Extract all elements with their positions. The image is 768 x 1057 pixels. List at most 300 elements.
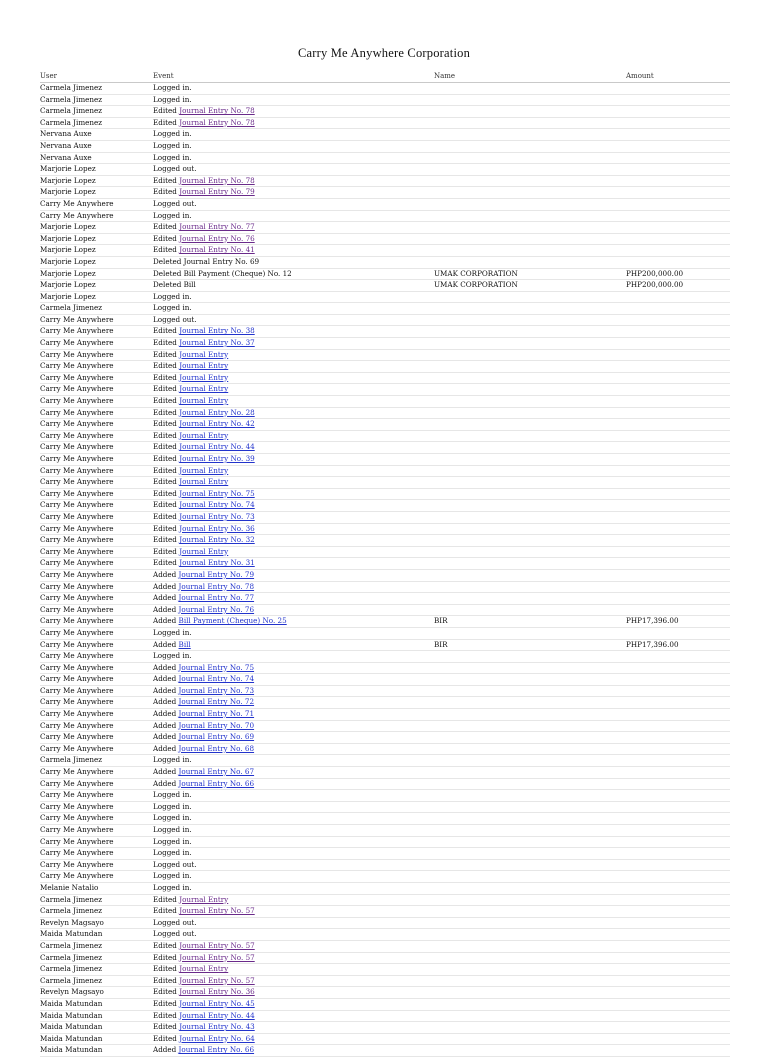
row-event-action: Logged in. (153, 825, 192, 834)
row-event-action: Added (153, 778, 179, 788)
table-row (40, 373, 730, 385)
row-event-link[interactable]: Journal Entry No. 73 (179, 511, 255, 521)
row-event-link[interactable]: Bill (178, 639, 191, 649)
row-event (153, 1034, 255, 1045)
row-event-action: Logged out. (153, 314, 197, 324)
row-event (153, 918, 197, 929)
row-user: Carry Me Anywhere (40, 442, 114, 452)
row-user: Marjorie Lopez (40, 268, 96, 278)
table-row (40, 674, 730, 686)
row-event (153, 582, 254, 593)
row-user: Carmela Jimenez (40, 894, 103, 904)
row-event-link[interactable]: Journal Entry No. 76 (179, 233, 255, 243)
row-user: Nervana Auxe (40, 129, 92, 139)
row-event (153, 338, 255, 349)
row-user: Carry Me Anywhere (40, 407, 114, 417)
row-event-link[interactable]: Journal Entry No. 44 (179, 442, 255, 452)
row-user: Maida Matundan (40, 1045, 103, 1055)
page-title: Carry Me Anywhere Corporation (297, 46, 471, 60)
row-event (153, 199, 197, 210)
row-event-action: Edited (153, 523, 180, 533)
row-event (153, 732, 254, 743)
row-user: Carry Me Anywhere (40, 616, 114, 626)
table-row (40, 976, 730, 988)
row-user: Carry Me Anywhere (40, 396, 114, 406)
row-event-action: Logged in. (153, 651, 192, 661)
table-row (40, 419, 730, 431)
row-event-link[interactable]: Journal Entry No. 67 (178, 767, 255, 777)
table-row (40, 489, 730, 501)
row-event-link[interactable]: Journal Entry No. 43 (179, 1022, 255, 1032)
row-user: Carry Me Anywhere (40, 372, 114, 382)
row-event (153, 454, 255, 465)
row-event-action: Logged in. (153, 210, 192, 220)
row-event-action: Edited (153, 175, 180, 185)
row-event (153, 176, 255, 187)
row-event-link[interactable]: Journal Entry (179, 430, 229, 440)
row-event (153, 825, 192, 836)
row-user: Marjorie Lopez (40, 291, 96, 301)
row-event (153, 779, 254, 790)
table-row (40, 709, 730, 721)
row-event (153, 1045, 254, 1056)
row-event-action: Logged in. (153, 848, 192, 858)
table-row (40, 384, 730, 396)
table-row (40, 187, 730, 199)
row-event-link[interactable]: Journal Entry No. 42 (179, 419, 255, 429)
row-event (153, 1011, 255, 1022)
row-user: Nervana Auxe (40, 140, 92, 150)
row-event-action: Edited (153, 906, 180, 916)
row-event (153, 697, 254, 708)
row-event-link[interactable]: Journal Entry No. 74 (179, 500, 255, 510)
row-event-link[interactable]: Journal Entry (179, 964, 229, 974)
row-event-link[interactable]: Journal Entry No. 78 (179, 117, 255, 127)
row-event (153, 848, 192, 859)
row-event (153, 303, 192, 314)
row-user: Carry Me Anywhere (40, 338, 114, 348)
table-row (40, 153, 730, 165)
row-event-action: Edited (153, 106, 180, 116)
row-event-link[interactable]: Journal Entry (179, 894, 229, 904)
row-event-action: Edited (153, 1033, 180, 1043)
row-event-action: Logged in. (153, 801, 192, 811)
row-event-action: Added (153, 593, 179, 603)
table-row (40, 999, 730, 1011)
row-event (153, 269, 292, 280)
row-user: Carry Me Anywhere (40, 454, 114, 463)
row-user: Carry Me Anywhere (40, 743, 114, 753)
row-name: UMAK CORPORATION (434, 280, 518, 290)
row-user: Carmela Jimenez (40, 83, 103, 92)
row-event (153, 953, 255, 964)
row-event (153, 500, 255, 511)
table-row (40, 813, 730, 825)
row-amount: PHP200,000.00 (626, 268, 684, 278)
row-event-link[interactable]: Journal Entry No. 57 (179, 952, 255, 962)
row-event (153, 744, 254, 755)
row-event-link[interactable]: Journal Entry No. 66 (178, 778, 255, 788)
table-row (40, 350, 730, 362)
row-event-action: Edited (153, 187, 180, 197)
table-row (40, 361, 730, 373)
row-event-link[interactable]: Journal Entry (179, 477, 229, 487)
row-event (153, 466, 228, 477)
row-event-link[interactable]: Journal Entry (179, 546, 229, 556)
row-event (153, 640, 191, 651)
table-row (40, 640, 730, 652)
row-event (153, 118, 255, 129)
row-event-link[interactable]: Journal Entry No. 64 (179, 1033, 255, 1043)
row-event (153, 558, 255, 569)
row-event-link[interactable]: Journal Entry No. 38 (179, 326, 255, 336)
row-event (153, 802, 192, 813)
row-event-link[interactable]: Journal Entry No. 57 (179, 906, 255, 916)
row-event-link[interactable]: Journal Entry (179, 465, 229, 475)
table-row (40, 280, 730, 292)
row-event-link[interactable]: Journal Entry No. 76 (178, 604, 255, 614)
row-event-link[interactable]: Journal Entry No. 79 (178, 569, 255, 579)
row-event (153, 315, 197, 326)
table-row (40, 466, 730, 478)
row-event-link[interactable]: Journal Entry No. 71 (178, 709, 255, 719)
table-row (40, 431, 730, 443)
row-event-link[interactable]: Journal Entry No. 77 (178, 593, 255, 603)
row-event (153, 524, 255, 535)
row-user: Melanie Natalio (40, 882, 99, 892)
row-event-action: Added (153, 616, 179, 626)
table-row (40, 628, 730, 640)
row-event (153, 431, 228, 442)
row-event-link[interactable]: Journal Entry No. 68 (178, 743, 255, 753)
row-event (153, 964, 228, 975)
row-event-action: Edited (153, 222, 180, 232)
row-event (153, 570, 254, 581)
table-row (40, 906, 730, 918)
row-event-link[interactable]: Journal Entry No. 36 (179, 987, 255, 997)
row-user: Carmela Jimenez (40, 964, 103, 974)
row-event-link[interactable]: Journal Entry No. 45 (179, 998, 255, 1008)
row-event-link[interactable]: Journal Entry No. 75 (179, 488, 255, 498)
row-event (153, 257, 259, 268)
row-event-link[interactable]: Journal Entry (179, 349, 229, 359)
row-user: Nervana Auxe (40, 152, 92, 162)
row-event-link[interactable]: Journal Entry No. 77 (179, 222, 255, 232)
row-event (153, 234, 255, 245)
row-event-link[interactable]: Journal Entry No. 78 (179, 106, 255, 116)
row-event-action: Added (153, 743, 179, 753)
row-event-action: Edited (153, 326, 180, 336)
row-user: Carry Me Anywhere (40, 384, 114, 394)
row-event (153, 674, 254, 685)
table-row (40, 396, 730, 408)
row-amount: PHP17,396.00 (626, 616, 679, 626)
row-event (153, 605, 254, 616)
row-event (153, 976, 255, 987)
row-event (153, 153, 192, 164)
row-event-action: Edited (153, 361, 180, 371)
row-event-action: Edited (153, 338, 180, 348)
row-event (153, 489, 255, 500)
row-user: Carry Me Anywhere (40, 581, 114, 591)
row-user: Carry Me Anywhere (40, 801, 114, 811)
row-event (153, 837, 192, 848)
table-row (40, 755, 730, 767)
table-row (40, 570, 730, 582)
table-row (40, 848, 730, 860)
row-event (153, 442, 255, 453)
row-event (153, 141, 192, 152)
table-row (40, 303, 730, 315)
row-user: Carry Me Anywhere (40, 604, 114, 614)
row-event (153, 106, 255, 117)
row-user: Carry Me Anywhere (40, 500, 114, 510)
row-event (153, 384, 228, 395)
column-header-name: Name (434, 72, 456, 80)
row-event-action: Edited (153, 477, 180, 487)
row-amount: PHP17,396.00 (626, 639, 679, 649)
row-user: Carry Me Anywhere (40, 836, 114, 846)
row-event-link[interactable]: Journal Entry No. 39 (179, 454, 255, 463)
table-row (40, 651, 730, 663)
row-event-action: Logged in. (153, 129, 192, 139)
row-event-action: Logged in. (153, 83, 192, 92)
row-event-action: Added (153, 697, 179, 707)
row-event-link[interactable]: Journal Entry (179, 361, 229, 371)
row-user: Carry Me Anywhere (40, 593, 114, 603)
row-event-link[interactable]: Journal Entry (179, 384, 229, 394)
row-event-link[interactable]: Journal Entry No. 57 (179, 940, 255, 950)
row-event-link[interactable]: Journal Entry No. 66 (178, 1045, 255, 1055)
table-row (40, 779, 730, 791)
row-event-action: Edited (153, 419, 180, 429)
row-user: Marjorie Lopez (40, 222, 96, 232)
row-event-link[interactable]: Journal Entry (179, 372, 229, 382)
row-user: Carmela Jimenez (40, 906, 103, 916)
row-event-action: Edited (153, 558, 180, 568)
row-event (153, 280, 196, 291)
row-event-link[interactable]: Journal Entry No. 74 (178, 674, 255, 684)
row-event-link[interactable]: Journal Entry No. 70 (178, 720, 255, 730)
row-event-action: Edited (153, 430, 180, 440)
table-row (40, 616, 730, 628)
row-user: Carry Me Anywhere (40, 662, 114, 672)
table-row (40, 524, 730, 536)
row-event-action: Added (153, 767, 179, 777)
row-event-link[interactable]: Journal Entry No. 36 (179, 523, 255, 533)
row-event-action: Deleted Bill (153, 280, 196, 290)
table-row (40, 245, 730, 257)
table-row (40, 1034, 730, 1046)
row-event-action: Logged in. (153, 871, 192, 881)
row-event-link[interactable]: Journal Entry No. 41 (179, 245, 255, 255)
row-user: Carry Me Anywhere (40, 778, 114, 788)
table-row (40, 732, 730, 744)
row-user: Carmela Jimenez (40, 117, 103, 127)
row-user: Carry Me Anywhere (40, 511, 114, 521)
row-event-link[interactable]: Journal Entry No. 31 (179, 558, 255, 568)
table-row (40, 686, 730, 698)
row-user: Maida Matundan (40, 1010, 103, 1020)
row-event-action: Logged in. (153, 813, 192, 823)
row-event-action: Edited (153, 245, 180, 255)
table-row (40, 83, 730, 95)
row-user: Revelyn Magsayo (40, 987, 104, 997)
row-event-link[interactable]: Journal Entry No. 28 (179, 407, 255, 417)
row-event-action: Added (153, 720, 179, 730)
row-event-action: Edited (153, 998, 180, 1008)
row-event-action: Logged in. (153, 94, 192, 104)
table-row (40, 721, 730, 733)
row-user: Revelyn Magsayo (40, 917, 104, 927)
row-event-action: Edited (153, 117, 180, 127)
row-name: BIR (434, 639, 448, 649)
row-user: Marjorie Lopez (40, 245, 96, 255)
row-event (153, 326, 255, 337)
row-event-action: Added (153, 732, 179, 742)
row-event-action: Added (153, 662, 179, 672)
row-event-action: Edited (153, 535, 180, 545)
row-event-action: Edited (153, 1022, 180, 1032)
row-user: Maida Matundan (40, 998, 103, 1008)
row-user: Carry Me Anywhere (40, 685, 114, 695)
table-row (40, 964, 730, 976)
row-event-action: Edited (153, 233, 180, 243)
row-event-action: Logged in. (153, 836, 192, 846)
table-row (40, 697, 730, 709)
row-event (153, 396, 228, 407)
row-user: Carry Me Anywhere (40, 210, 114, 220)
row-event (153, 535, 255, 546)
row-user: Carmela Jimenez (40, 303, 103, 313)
table-row (40, 860, 730, 872)
table-row (40, 1045, 730, 1057)
row-event-link[interactable]: Journal Entry No. 73 (178, 685, 255, 695)
row-user: Carry Me Anywhere (40, 697, 114, 707)
row-event-action: Edited (153, 384, 180, 394)
table-row (40, 234, 730, 246)
row-user: Carry Me Anywhere (40, 361, 114, 371)
row-event (153, 906, 255, 917)
row-user: Maida Matundan (40, 929, 103, 939)
row-user: Carry Me Anywhere (40, 477, 114, 487)
row-event-link[interactable]: Journal Entry No. 72 (178, 697, 255, 707)
table-row (40, 164, 730, 176)
row-event-link[interactable]: Journal Entry No. 69 (178, 732, 255, 742)
table-row (40, 953, 730, 965)
row-event-action: Added (153, 581, 179, 591)
row-event (153, 245, 255, 256)
row-event (153, 987, 255, 998)
row-event (153, 895, 228, 906)
row-event (153, 767, 254, 778)
row-user: Carry Me Anywhere (40, 813, 114, 823)
row-event-action: Edited (153, 396, 180, 406)
row-event-action: Added (153, 569, 179, 579)
row-user: Carmela Jimenez (40, 952, 103, 962)
table-row (40, 141, 730, 153)
row-user: Carry Me Anywhere (40, 569, 114, 579)
table-row (40, 1011, 730, 1023)
row-user: Carry Me Anywhere (40, 859, 114, 869)
row-event-link[interactable]: Journal Entry No. 57 (179, 975, 255, 985)
table-row (40, 547, 730, 559)
table-row (40, 326, 730, 338)
table-row (40, 790, 730, 802)
row-event-action: Edited (153, 511, 180, 521)
table-row (40, 593, 730, 605)
row-event-link[interactable]: Bill Payment (Cheque) No. 25 (178, 616, 287, 626)
row-event (153, 616, 287, 627)
row-event-link[interactable]: Journal Entry No. 75 (178, 662, 255, 672)
row-event-action: Deleted Journal Entry No. 69 (153, 256, 260, 266)
table-row (40, 895, 730, 907)
row-user: Carry Me Anywhere (40, 558, 114, 568)
row-event-link[interactable]: Journal Entry No. 78 (179, 175, 255, 185)
row-event-action: Added (153, 604, 179, 614)
row-event (153, 292, 192, 303)
row-event-link[interactable]: Journal Entry No. 32 (179, 535, 255, 545)
row-event-action: Logged out. (153, 164, 197, 174)
table-row (40, 211, 730, 223)
row-event (153, 164, 197, 175)
row-event-link[interactable]: Journal Entry (179, 396, 229, 406)
table-row (40, 535, 730, 547)
row-user: Carmela Jimenez (40, 975, 103, 985)
table-row (40, 129, 730, 141)
row-user: Maida Matundan (40, 1033, 103, 1043)
table-row (40, 744, 730, 756)
row-event (153, 187, 255, 198)
row-event-action: Edited (153, 407, 180, 417)
table-row (40, 582, 730, 594)
table-row (40, 918, 730, 930)
row-event-action: Edited (153, 454, 180, 463)
row-user: Marjorie Lopez (40, 164, 96, 174)
column-header-user: User (40, 72, 57, 80)
row-event-link[interactable]: Journal Entry No. 78 (178, 581, 255, 591)
row-event-action: Edited (153, 465, 180, 475)
table-row (40, 292, 730, 304)
row-user: Carry Me Anywhere (40, 709, 114, 719)
table-row (40, 825, 730, 837)
row-event-action: Edited (153, 975, 180, 985)
row-user: Carmela Jimenez (40, 940, 103, 950)
table-row (40, 408, 730, 420)
row-event-action: Edited (153, 940, 180, 950)
table-row (40, 269, 730, 281)
row-event-action: Logged in. (153, 303, 192, 313)
row-event-link[interactable]: Journal Entry No. 44 (179, 1010, 255, 1020)
row-event-action: Edited (153, 442, 180, 452)
row-user: Carry Me Anywhere (40, 674, 114, 684)
table-row (40, 605, 730, 617)
row-event (153, 593, 254, 604)
row-event-link[interactable]: Journal Entry No. 37 (179, 338, 255, 348)
audit-log-table (40, 70, 730, 1057)
row-event (153, 361, 228, 372)
row-event-action: Edited (153, 964, 180, 974)
row-event-action: Logged out. (153, 917, 197, 927)
table-row (40, 883, 730, 895)
row-user: Carry Me Anywhere (40, 732, 114, 742)
row-event (153, 686, 254, 697)
table-row (40, 176, 730, 188)
row-event-link[interactable]: Journal Entry No. 79 (179, 187, 255, 197)
row-event-action: Edited (153, 546, 180, 556)
table-row (40, 500, 730, 512)
table-row (40, 929, 730, 941)
